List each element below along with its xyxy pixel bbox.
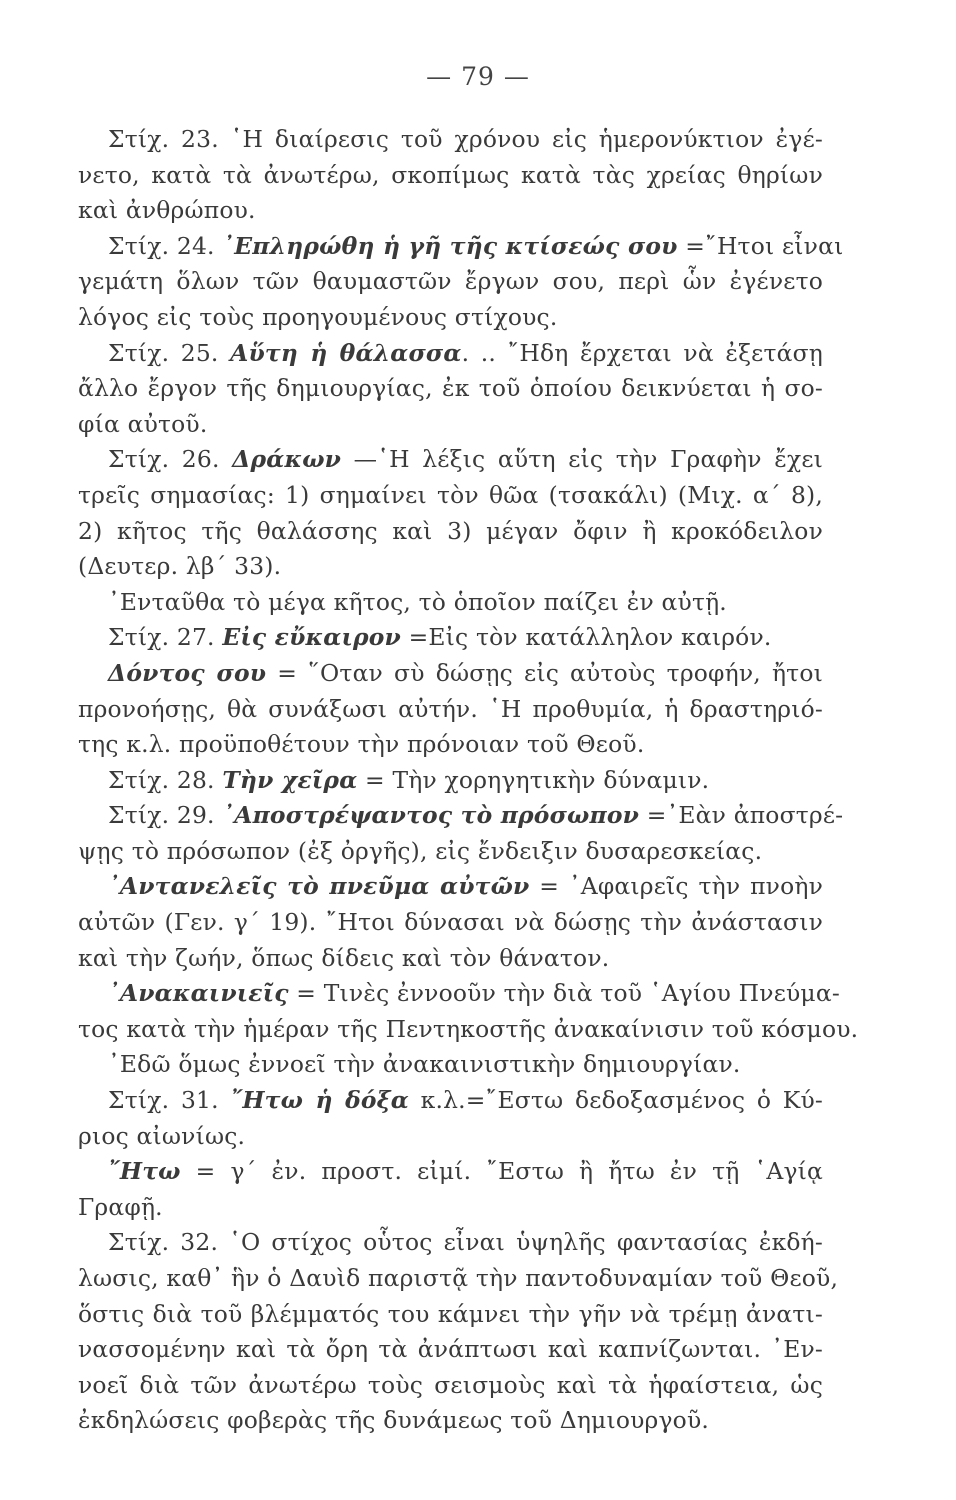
text-run: Στίχ. 27. — [108, 623, 223, 652]
text-run: —῾Η λέξις αὕτη εἰς τὴν Γραφὴν ἔχει — [341, 445, 824, 474]
text-line — [78, 1012, 859, 1048]
text-run: = Τὴν χορηγητικὴν δύναμιν. — [357, 765, 710, 794]
text-run: Στίχ. 29. — [108, 801, 223, 830]
commentary-text — [78, 122, 859, 1439]
text-line — [78, 1119, 823, 1155]
text-line — [78, 834, 823, 870]
text-line — [78, 1403, 823, 1439]
bold-term: Τὴν χεῖρα — [222, 765, 358, 794]
text-line — [78, 1297, 823, 1333]
text-run: τρεῖς σημασίας: 1) σημαίνει τὸν θῶα (τσακάλι) (Μιχ. α΄ 8), — [78, 480, 823, 509]
text-run: ριος αἰωνίως. — [78, 1121, 246, 1150]
text-run: της κ.λ. προϋποθέτουν τὴν πρόνοιαν τοῦ Θεοῦ. — [78, 730, 645, 759]
text-run: = ᾿Αφαιρεῖς τὴν πνοὴν — [529, 872, 823, 901]
text-line — [78, 371, 823, 407]
text-line — [78, 193, 823, 229]
text-line — [78, 300, 823, 336]
text-run: ἄλλο ἔργον τῆς δημιουργίας, ἐκ τοῦ ὁποίου δεικνύεται ἡ σο- — [78, 374, 823, 403]
text-run: καὶ ἀνθρώπου. — [78, 196, 256, 225]
text-line — [78, 585, 823, 621]
text-run: Στίχ. 23. ῾Η διαίρεσις τοῦ χρόνου εἰς ἡμερονύκτιον ἐγέ- — [108, 125, 823, 153]
text-run: Στίχ. 25. — [108, 338, 231, 367]
text-run: (Δευτερ. λβ΄ 33). — [78, 552, 282, 581]
bold-term: ᾿Ανακαινιεῖς — [108, 979, 289, 1008]
text-run: Στίχ. 31. — [108, 1086, 231, 1115]
text-run: = Τινὲς ἐννοοῦν τὴν διὰ τοῦ ῾Αγίου Πνεύμα- — [288, 979, 840, 1008]
text-line — [78, 264, 823, 300]
text-line — [78, 763, 823, 799]
text-run: αὐτῶν (Γεν. γ΄ 19). ῎Ητοι δύνασαι νὰ δώσῃς τὴν ἀνάστασιν — [78, 908, 823, 937]
text-line — [78, 1083, 823, 1119]
text-run: νοεῖ διὰ τῶν ἀνωτέρω τοὺς σεισμοὺς καὶ τὰ ἡφαίστεια, ὡς — [78, 1370, 823, 1399]
text-line — [78, 407, 823, 443]
text-line — [78, 798, 844, 834]
text-run: καὶ τὴν ζωήν, ὅπως δίδεις καὶ τὸν θάνατον. — [78, 943, 610, 972]
text-run: κ.λ.=῎Εστω δεδοξασμένος ὁ Κύ- — [408, 1086, 823, 1115]
text-line — [78, 620, 823, 656]
text-run: =Εἰς τὸν κατάλληλον καιρόν. — [400, 623, 772, 652]
text-line — [78, 727, 823, 763]
text-line — [78, 1154, 823, 1190]
text-line — [78, 336, 823, 372]
text-run: Στίχ. 24. — [108, 231, 223, 260]
text-line — [78, 229, 844, 265]
text-run: λωσις, καθ᾿ ἣν ὁ Δαυὶδ παριστᾷ τὴν παντοδυναμίαν τοῦ Θεοῦ, — [78, 1264, 839, 1292]
text-line — [78, 122, 823, 158]
text-run: = γ΄ ἐν. προστ. εἰμί. ῎Εστω ἢ ἤτω ἐν τῇ ῾Αγίᾳ — [180, 1157, 823, 1186]
text-run: Στίχ. 28. — [108, 765, 223, 794]
text-line — [78, 549, 823, 585]
text-line — [78, 976, 840, 1012]
bold-term: ᾿Επληρώθη ἡ γῆ τῆς κτίσεώς σου — [222, 231, 678, 260]
text-line — [78, 158, 823, 194]
text-line — [78, 1225, 823, 1261]
bold-term: ᾿Αντανελεῖς τὸ πνεῦμα αὐτῶν — [108, 872, 530, 901]
text-line — [78, 514, 823, 550]
text-run: Στίχ. 26. — [108, 445, 233, 474]
bold-term: ᾿Αποστρέψαντος τὸ πρόσωπον — [222, 801, 640, 830]
text-run: ὅστις διὰ τοῦ βλέμματός του κάμνει τὴν γῆν νὰ τρέμῃ ἀνατι- — [78, 1299, 823, 1328]
text-run: τος κατὰ τὴν ἡμέραν τῆς Πεντηκοστῆς ἀνακαίνισιν τοῦ κόσμου. — [78, 1014, 859, 1043]
bold-term: Αὕτη ἡ θάλασσα — [230, 338, 462, 367]
bold-term: Δόντος σου — [108, 658, 267, 687]
text-run: Γραφῇ. — [78, 1192, 163, 1221]
text-run: γεμάτη ὅλων τῶν θαυμαστῶν ἔργων σου, περὶ ὧν ἐγένετο — [78, 267, 823, 296]
bold-term: ῎Ητω ἡ δόξα — [230, 1086, 409, 1115]
text-line — [78, 941, 823, 977]
text-line — [78, 1368, 823, 1404]
page-number: — 79 — — [426, 62, 530, 91]
text-run: = ῞Οταν σὺ δώσῃς εἰς αὐτοὺς τροφήν, ἤτοι — [266, 658, 823, 687]
text-run: =᾿Εὰν ἀποστρέ- — [639, 801, 844, 830]
text-line — [78, 442, 823, 478]
bold-term: Εἰς εὔκαιρον — [222, 623, 401, 652]
text-line — [78, 692, 823, 728]
text-run: λόγος εἰς τοὺς προηγουμένους στίχους. — [78, 302, 558, 331]
text-run: ψῃς τὸ πρόσωπον (ἐξ ὀργῆς), εἰς ἔνδειξιν δυσαρεσκείας. — [78, 836, 763, 865]
text-run: νασσομένην καὶ τὰ ὄρη τὰ ἀνάπτωσι καὶ καπνίζωνται. ᾿Εν- — [78, 1335, 823, 1364]
text-line — [78, 1332, 823, 1368]
text-run: ᾿Εδῶ ὅμως ἐννοεῖ τὴν ἀνακαινιστικὴν δημιουργίαν. — [108, 1050, 741, 1079]
text-run: Στίχ. 32. ῾Ο στίχος οὗτος εἶναι ὑψηλῆς φαντασίας ἐκδή- — [108, 1228, 823, 1257]
text-run: 2) κῆτος τῆς θαλάσσης καὶ 3) μέγαν ὄφιν ἢ κροκόδειλον — [78, 516, 823, 545]
text-run: ἐκδηλώσεις φοβερὰς τῆς δυνάμεως τοῦ Δημιουργοῦ. — [78, 1406, 709, 1435]
text-run: =῎Ητοι εἶναι — [677, 231, 844, 260]
text-run: ᾿Ενταῦθα τὸ μέγα κῆτος, τὸ ὁποῖον παίζει ἐν αὐτῇ. — [108, 587, 727, 616]
text-run: φία αὐτοῦ. — [78, 409, 208, 438]
bold-term: ῎Ητω — [108, 1157, 181, 1186]
text-line — [78, 478, 823, 514]
text-line — [78, 656, 823, 692]
text-line — [78, 905, 823, 941]
text-line — [78, 1190, 823, 1226]
text-run: νετο, κατὰ τὰ ἀνωτέρω, σκοπίμως κατὰ τὰς χρείας θηρίων — [78, 160, 823, 189]
text-line — [78, 1047, 823, 1083]
bold-term: Δράκων — [232, 445, 342, 474]
text-line — [78, 1261, 839, 1297]
text-run: . .. ῎Ηδη ἔρχεται νὰ ἐξετάσῃ — [461, 338, 824, 367]
text-line — [78, 869, 823, 905]
text-run: προνοήσῃς, θὰ συνάξωσι αὐτήν. ῾Η προθυμία, ἡ δραστηριό- — [78, 694, 823, 723]
